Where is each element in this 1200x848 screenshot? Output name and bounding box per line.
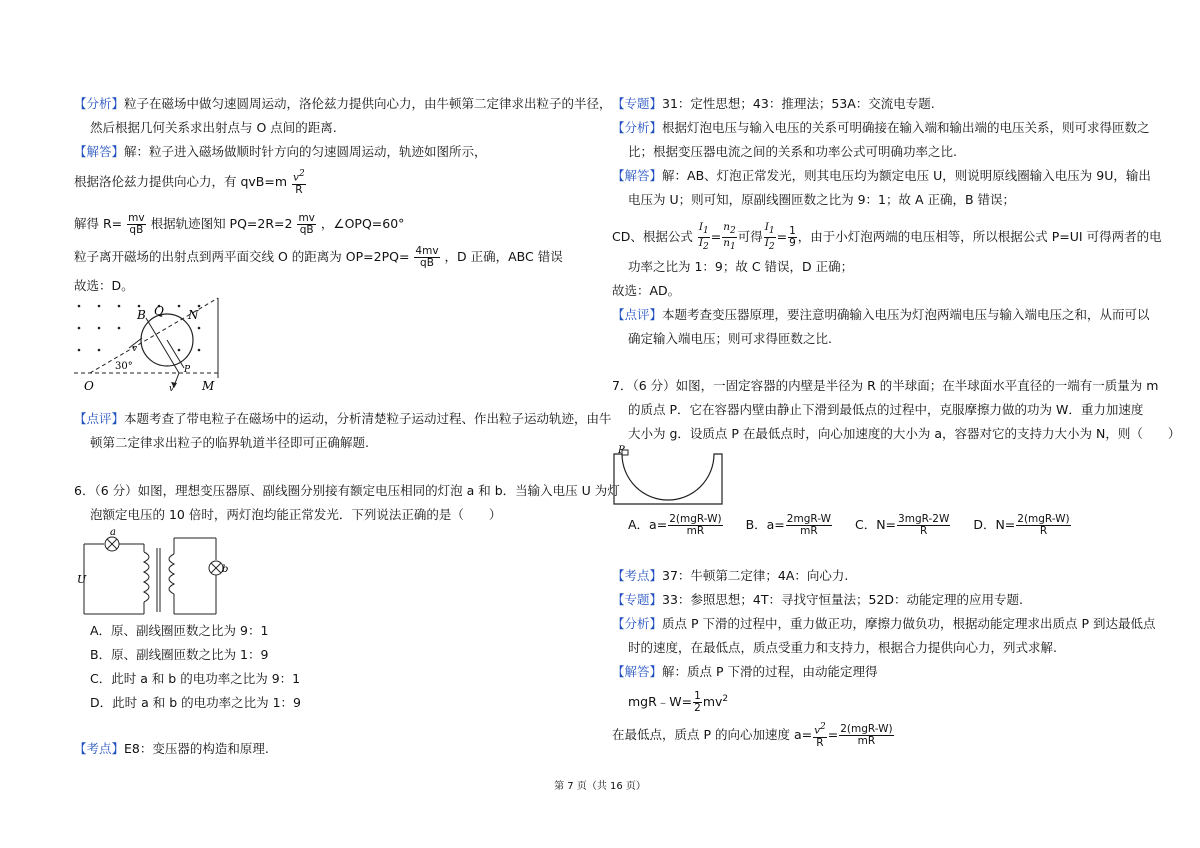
equation-text: 根据洛伦兹力提供向心力，有 qvB=m (74, 173, 288, 189)
label-M: M (202, 379, 215, 393)
topic-paragraph-2 (612, 591, 1023, 609)
equals-sign: = (710, 229, 722, 245)
frac-num: 1 (694, 690, 701, 703)
answer-paragraph-2 (612, 663, 878, 681)
review-text-2: 顿第二定律求出粒子的临界轨道半径即可正确解题. (90, 435, 369, 450)
q6-option-b[interactable]: B．原、副线圈匝数之比为 1：9 (90, 647, 269, 662)
fraction-mv-qB (127, 213, 145, 236)
frac-num: v (293, 171, 299, 184)
review-text: 本题考查了带电粒子在磁场中的运动，分析清楚粒子运动过程、作出粒子运动轨迹，由牛 (124, 411, 612, 426)
choice-text: 故选：D。 (74, 278, 134, 293)
equation-text: ，D 正确，ABC 错误 (444, 249, 563, 264)
equals-sign: = (827, 726, 839, 742)
keypoint-tag: 【考点】 (612, 568, 663, 583)
frac-sub: 1 (703, 226, 709, 237)
analysis-text: 粒子在磁场中做匀速圆周运动，洛伦兹力提供向心力，由牛顿第二定律求出粒子的半径， (124, 96, 612, 111)
answer-tag: 【解答】 (612, 664, 663, 679)
frac-num: 2mgR-W (786, 513, 831, 525)
analysis-paragraph (612, 119, 1150, 137)
frac-num: 2(mgR-W) (1017, 513, 1070, 525)
frac-num: 2(mgR-W) (669, 513, 722, 525)
answer-text: 解：AB、灯泡正常发光，则其电压均为额定电压 U，则说明原线圈输入电压为 9U，输出 (662, 168, 1151, 183)
fraction-I1-I2-b (764, 222, 776, 253)
equation-text: 根据轨迹图知 PQ=2R=2 (150, 216, 293, 231)
analysis-text: 质点 P 下滑的过程中，重力做正功，摩擦力做负功，根据动能定理求出质点 P 到达最低点 (662, 616, 1156, 631)
answer-paragraph (74, 143, 487, 161)
energy-equation (628, 690, 728, 714)
topic-text: 31：定性思想；43：推理法；53A：交流电专题. (662, 96, 935, 111)
q7-option-d[interactable] (973, 514, 1071, 537)
frac-den: R (295, 183, 303, 196)
frac-den: I (698, 237, 703, 250)
question-6-stem: 6．（6 分）如图，理想变压器原、副线圈分别接有额定电压相同的灯泡 a 和 b．当输入电压 U 为灯 (74, 483, 620, 498)
equation-text: 解得 R= (74, 216, 123, 231)
analysis-text-2: 然后根据几何关系求出射点与 O 点间的距离. (90, 120, 337, 135)
page-footer: 第 7 页（共 16 页） (554, 781, 646, 792)
label-30deg: 30° (115, 361, 133, 372)
equation-text: CD、根据公式 (612, 229, 693, 245)
label-B: B (137, 308, 146, 322)
question-7-stem-2: 的质点 P．它在容器内壁由静止下滑到最低点的过程中，克服摩擦力做的功为 W．重力加速度 (628, 402, 1144, 417)
answer-paragraph (612, 167, 1151, 185)
analysis-paragraph (74, 95, 612, 113)
answer-text: 解：粒子进入磁场做顺时针方向的匀速圆周运动，轨迹如图所示， (124, 144, 487, 159)
choice-text: 故选：AD。 (612, 283, 681, 298)
topic-paragraph (612, 95, 935, 113)
fraction-I1-I2 (698, 222, 710, 253)
transformer-figure (74, 527, 229, 620)
frac-den: qB (299, 224, 314, 236)
equation-text: mgR﹣W= (628, 694, 693, 710)
frac-sup: 2 (820, 722, 826, 732)
frac-den: 2 (694, 702, 701, 715)
frac-num: 2(mgR-W) (840, 722, 893, 735)
review-text: 本题考查变压器原理，要注意明确输入电压为灯泡两端电压与输入端电压之和，从而可以 (662, 307, 1150, 322)
analysis-tag: 【分析】 (612, 120, 663, 135)
equation-text: ，∠OPQ=60° (320, 216, 405, 231)
label-U: U (77, 573, 87, 586)
topic-tag: 【专题】 (612, 592, 663, 607)
fraction-half (693, 691, 702, 714)
answer-tag: 【解答】 (74, 144, 125, 159)
frac-den: mR (800, 525, 818, 537)
frac-num: I (698, 221, 703, 233)
option-fraction (668, 514, 722, 537)
frac-sub: 1 (768, 226, 775, 237)
option-fraction (897, 514, 950, 537)
fraction-4mv-qB (414, 246, 439, 269)
frac-num: 1 (789, 225, 796, 238)
keypoint-tag: 【考点】 (74, 741, 125, 756)
q7-option-b[interactable] (746, 514, 833, 537)
keypoint-paragraph (74, 740, 269, 758)
q6-option-a[interactable]: A．原、副线圈匝数之比为 9：1 (90, 623, 269, 638)
fraction-result (839, 724, 893, 747)
frac-den: R (920, 525, 928, 537)
label-Q: Q (154, 304, 164, 318)
frac-sub: 1 (729, 242, 736, 253)
label-b: b (222, 564, 229, 575)
q6-option-c[interactable]: C．此时 a 和 b 的电功率之比为 9：1 (90, 671, 301, 686)
frac-den: I (764, 237, 769, 250)
option-label: C．N= (854, 517, 897, 532)
analysis-paragraph-2 (612, 615, 1156, 633)
option-label: D．N= (973, 517, 1016, 532)
label-O: O (84, 379, 94, 393)
fraction-1-9 (788, 226, 797, 249)
frac-num: v (814, 724, 821, 737)
frac-num: 3mgR-2W (898, 513, 950, 525)
fraction-n2-n1 (722, 222, 737, 253)
keypoint-paragraph (612, 567, 848, 585)
analysis-text-2: 时的速度，在最低点，质点受重力和支持力，根据合力提供向心力，列式求解. (628, 640, 1057, 655)
label-v-2: v (169, 384, 175, 394)
label-v: v (132, 344, 138, 354)
analysis-text: 根据灯泡电压与输入电压的关系可明确接在输入端和输出端的电压关系，则可求得匝数之 (662, 120, 1150, 135)
superscript: 2 (722, 694, 729, 704)
fraction-v2-over-R (292, 169, 306, 196)
hemisphere-container-figure (612, 446, 732, 508)
frac-den: mR (857, 734, 876, 747)
frac-num: mv (128, 212, 145, 224)
frac-sup: 2 (298, 169, 305, 179)
equation-text: mv (702, 694, 723, 710)
equation-text: 粒子离开磁场的出射点到两平面交线 O 的距离为 OP=2PQ= (74, 249, 410, 264)
option-fraction (786, 514, 832, 537)
question-7-stem-3: 大小为 g．设质点 P 在最低点时，向心加速度的大小为 a，容器对它的支持力大小为 N，则（ ） (628, 426, 1181, 441)
equation-text: ，由于小灯泡两端的电压相等，所以根据公式 P=UI 可得两者的电 (797, 229, 1162, 245)
question-6-stem-2: 泡额定电压的 10 倍时，两灯泡均能正常发光．下列说法正确的是（ ） (90, 507, 502, 522)
analysis-text-2: 比；根据变压器电流之间的关系和功率公式可明确功率之比. (628, 144, 957, 159)
question-7-stem: 7．（6 分）如图，一固定容器的内壁是半径为 R 的半球面；在半球面水平直径的一端有一质量为 m (612, 378, 1159, 393)
fraction-mv-qB-2 (297, 213, 315, 236)
label-a: a (110, 527, 116, 538)
keypoint-text: E8：变压器的构造和原理. (124, 741, 269, 756)
q6-option-d[interactable]: D．此时 a 和 b 的电功率之比为 1：9 (90, 695, 301, 710)
review-paragraph (612, 306, 1150, 324)
frac-den: R (1039, 525, 1048, 537)
topic-text: 33：参照思想；4T：寻找守恒量法；52D：动能定理的应用专题. (662, 592, 1024, 607)
q7-option-a[interactable] (628, 514, 724, 537)
exit-distance-equation (74, 246, 563, 269)
answer-text-2: 电压为 U；则可知，原副线圈匝数之比为 9：1；故 A 正确，B 错误； (628, 192, 1016, 207)
option-label: A．a= (628, 517, 668, 532)
cd-equation-line (612, 222, 1162, 253)
review-paragraph (74, 410, 612, 428)
label-P: P (618, 445, 625, 456)
frac-den: R (816, 736, 824, 749)
equation-text: 在最低点，质点 P 的向心加速度 a= (612, 726, 813, 742)
topic-tag: 【专题】 (612, 96, 663, 111)
centripetal-equation (612, 722, 895, 749)
analysis-tag: 【分析】 (74, 96, 125, 111)
frac-sub: 2 (703, 242, 709, 253)
frac-sub: 2 (729, 226, 736, 237)
frac-den: mR (686, 525, 705, 537)
label-P: P (184, 365, 191, 375)
magnetic-field-figure (74, 298, 224, 393)
q7-option-c[interactable] (855, 514, 951, 537)
frac-den: qB (129, 224, 144, 236)
lorentz-equation (74, 169, 307, 196)
fraction-v2-R (813, 722, 827, 749)
frac-num: 4mv (415, 245, 439, 257)
keypoint-text: 37：牛顿第二定律；4A：向心力. (662, 568, 849, 583)
frac-den: 9 (789, 237, 796, 250)
frac-num: I (764, 221, 769, 233)
answer-tag: 【解答】 (612, 168, 663, 183)
frac-num: n (723, 221, 730, 233)
answer-text: 解：质点 P 下滑的过程，由动能定理得 (662, 664, 878, 679)
review-tag: 【点评】 (74, 411, 125, 426)
frac-sub: 2 (768, 242, 775, 253)
frac-den: qB (420, 257, 434, 269)
frac-den: n (723, 237, 730, 250)
cd-line-2: 功率之比为 1：9；故 C 错误，D 正确； (628, 259, 854, 274)
q7-options (628, 514, 1090, 537)
equals-sign: = (776, 229, 788, 245)
analysis-tag: 【分析】 (612, 616, 663, 631)
review-tag: 【点评】 (612, 307, 663, 322)
option-label: B．a= (745, 517, 785, 532)
option-fraction (1016, 514, 1070, 537)
radius-equation (74, 213, 404, 236)
review-text-2: 确定输入端电压；则可求得匝数之比. (628, 331, 832, 346)
equation-text: 可得 (737, 229, 763, 245)
label-N: N (188, 308, 199, 322)
frac-num: mv (298, 212, 315, 224)
